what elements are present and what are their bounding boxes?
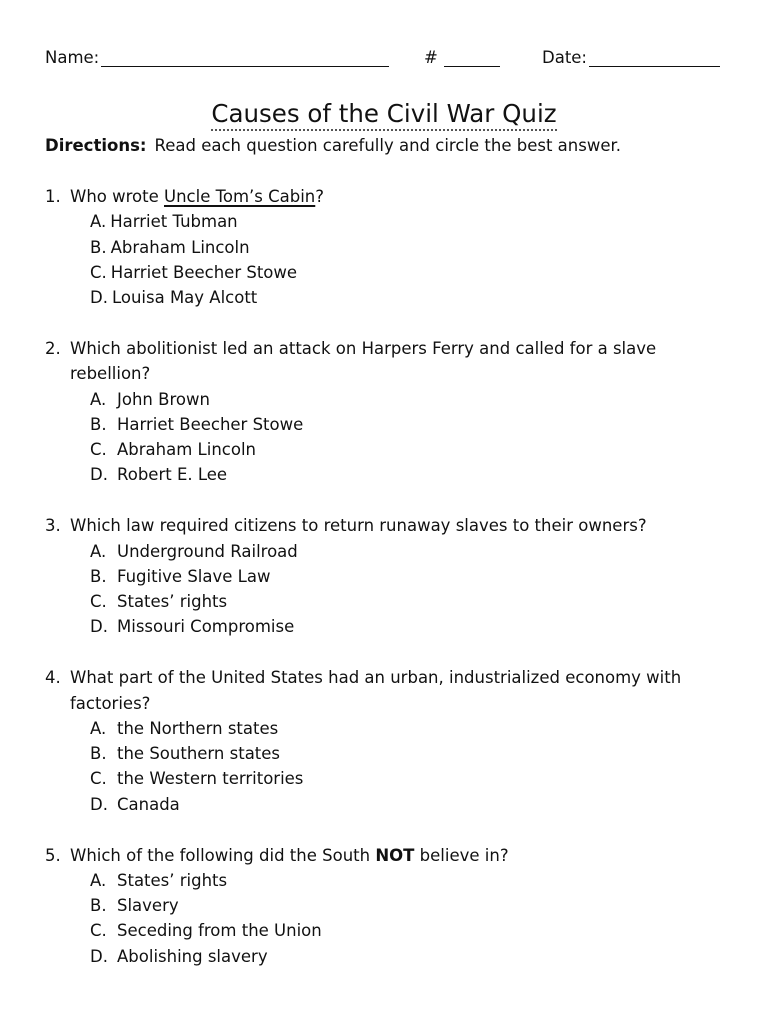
question-number: 5. bbox=[45, 845, 61, 865]
answer-options bbox=[90, 716, 705, 817]
answer-options bbox=[90, 868, 705, 969]
date-blank bbox=[589, 50, 720, 67]
answer-option[interactable]: B. Fugitive Slave Law bbox=[90, 566, 271, 586]
answer-options bbox=[90, 539, 705, 640]
name-label: Name: bbox=[45, 48, 100, 67]
student-info-line bbox=[45, 48, 720, 67]
answer-option[interactable]: A. John Brown bbox=[90, 389, 210, 409]
book-title: Uncle Tom’s Cabin bbox=[164, 187, 316, 206]
question-3 bbox=[45, 513, 705, 639]
question-number: 1. bbox=[45, 187, 61, 206]
answer-option[interactable]: B. Harriet Beecher Stowe bbox=[90, 414, 304, 434]
question-number: 4. bbox=[45, 668, 61, 688]
number-blank bbox=[444, 50, 500, 67]
answer-option[interactable]: D. Louisa May Alcott bbox=[90, 288, 258, 308]
question-text: Which law required citizens to return runaway slaves to their owners? bbox=[70, 516, 647, 536]
question-number: 2. bbox=[45, 338, 61, 358]
question-5 bbox=[45, 843, 705, 969]
answer-option[interactable]: D. Missouri Compromise bbox=[90, 617, 295, 637]
answer-option[interactable]: D. Abolishing slavery bbox=[90, 946, 268, 966]
directions-label: Directions: bbox=[45, 136, 147, 155]
question-4 bbox=[45, 665, 705, 817]
question-1 bbox=[45, 184, 705, 310]
answer-option[interactable]: C. States’ rights bbox=[90, 592, 228, 612]
emphasis-not: NOT bbox=[375, 845, 415, 865]
date-label: Date: bbox=[542, 48, 587, 67]
number-label: # bbox=[424, 48, 438, 67]
directions bbox=[45, 136, 621, 155]
answer-option[interactable]: B. Slavery bbox=[90, 896, 179, 916]
question-2 bbox=[45, 336, 705, 488]
question-number: 3. bbox=[45, 516, 61, 536]
answer-options bbox=[90, 387, 705, 488]
name-blank bbox=[101, 50, 389, 67]
question-text: Who wrote Uncle Tom’s Cabin? bbox=[70, 187, 325, 206]
title-text: Causes of the Civil War Quiz bbox=[211, 99, 556, 131]
answer-option[interactable]: C. the Western territories bbox=[90, 769, 304, 789]
question-list bbox=[45, 184, 705, 995]
answer-option[interactable]: A. Harriet Tubman bbox=[90, 212, 238, 232]
answer-option[interactable]: A. States’ rights bbox=[90, 870, 228, 890]
answer-option[interactable]: A. Underground Railroad bbox=[90, 541, 298, 561]
answer-option[interactable]: A. the Northern states bbox=[90, 718, 279, 738]
date-field bbox=[542, 48, 720, 67]
answer-option[interactable]: D. Canada bbox=[90, 794, 180, 814]
answer-option[interactable]: B. the Southern states bbox=[90, 744, 281, 764]
page-title bbox=[0, 99, 768, 128]
answer-option[interactable]: B. Abraham Lincoln bbox=[90, 237, 250, 257]
question-text: Which abolitionist led an attack on Harpers Ferry and called for a slave rebellion? bbox=[70, 338, 657, 384]
name-field bbox=[45, 48, 389, 67]
number-field bbox=[424, 48, 500, 67]
answer-option[interactable]: C. Abraham Lincoln bbox=[90, 440, 256, 460]
answer-option[interactable]: C. Harriet Beecher Stowe bbox=[90, 262, 298, 282]
answer-options bbox=[90, 209, 705, 310]
question-text: Which of the following did the South NOT believe in? bbox=[70, 845, 509, 865]
answer-option[interactable]: C. Seceding from the Union bbox=[90, 921, 322, 941]
answer-option[interactable]: D. Robert E. Lee bbox=[90, 465, 228, 485]
question-text: What part of the United States had an urban, industrialized economy with factories? bbox=[70, 668, 682, 713]
directions-text: Read each question carefully and circle the best answer. bbox=[154, 136, 621, 155]
